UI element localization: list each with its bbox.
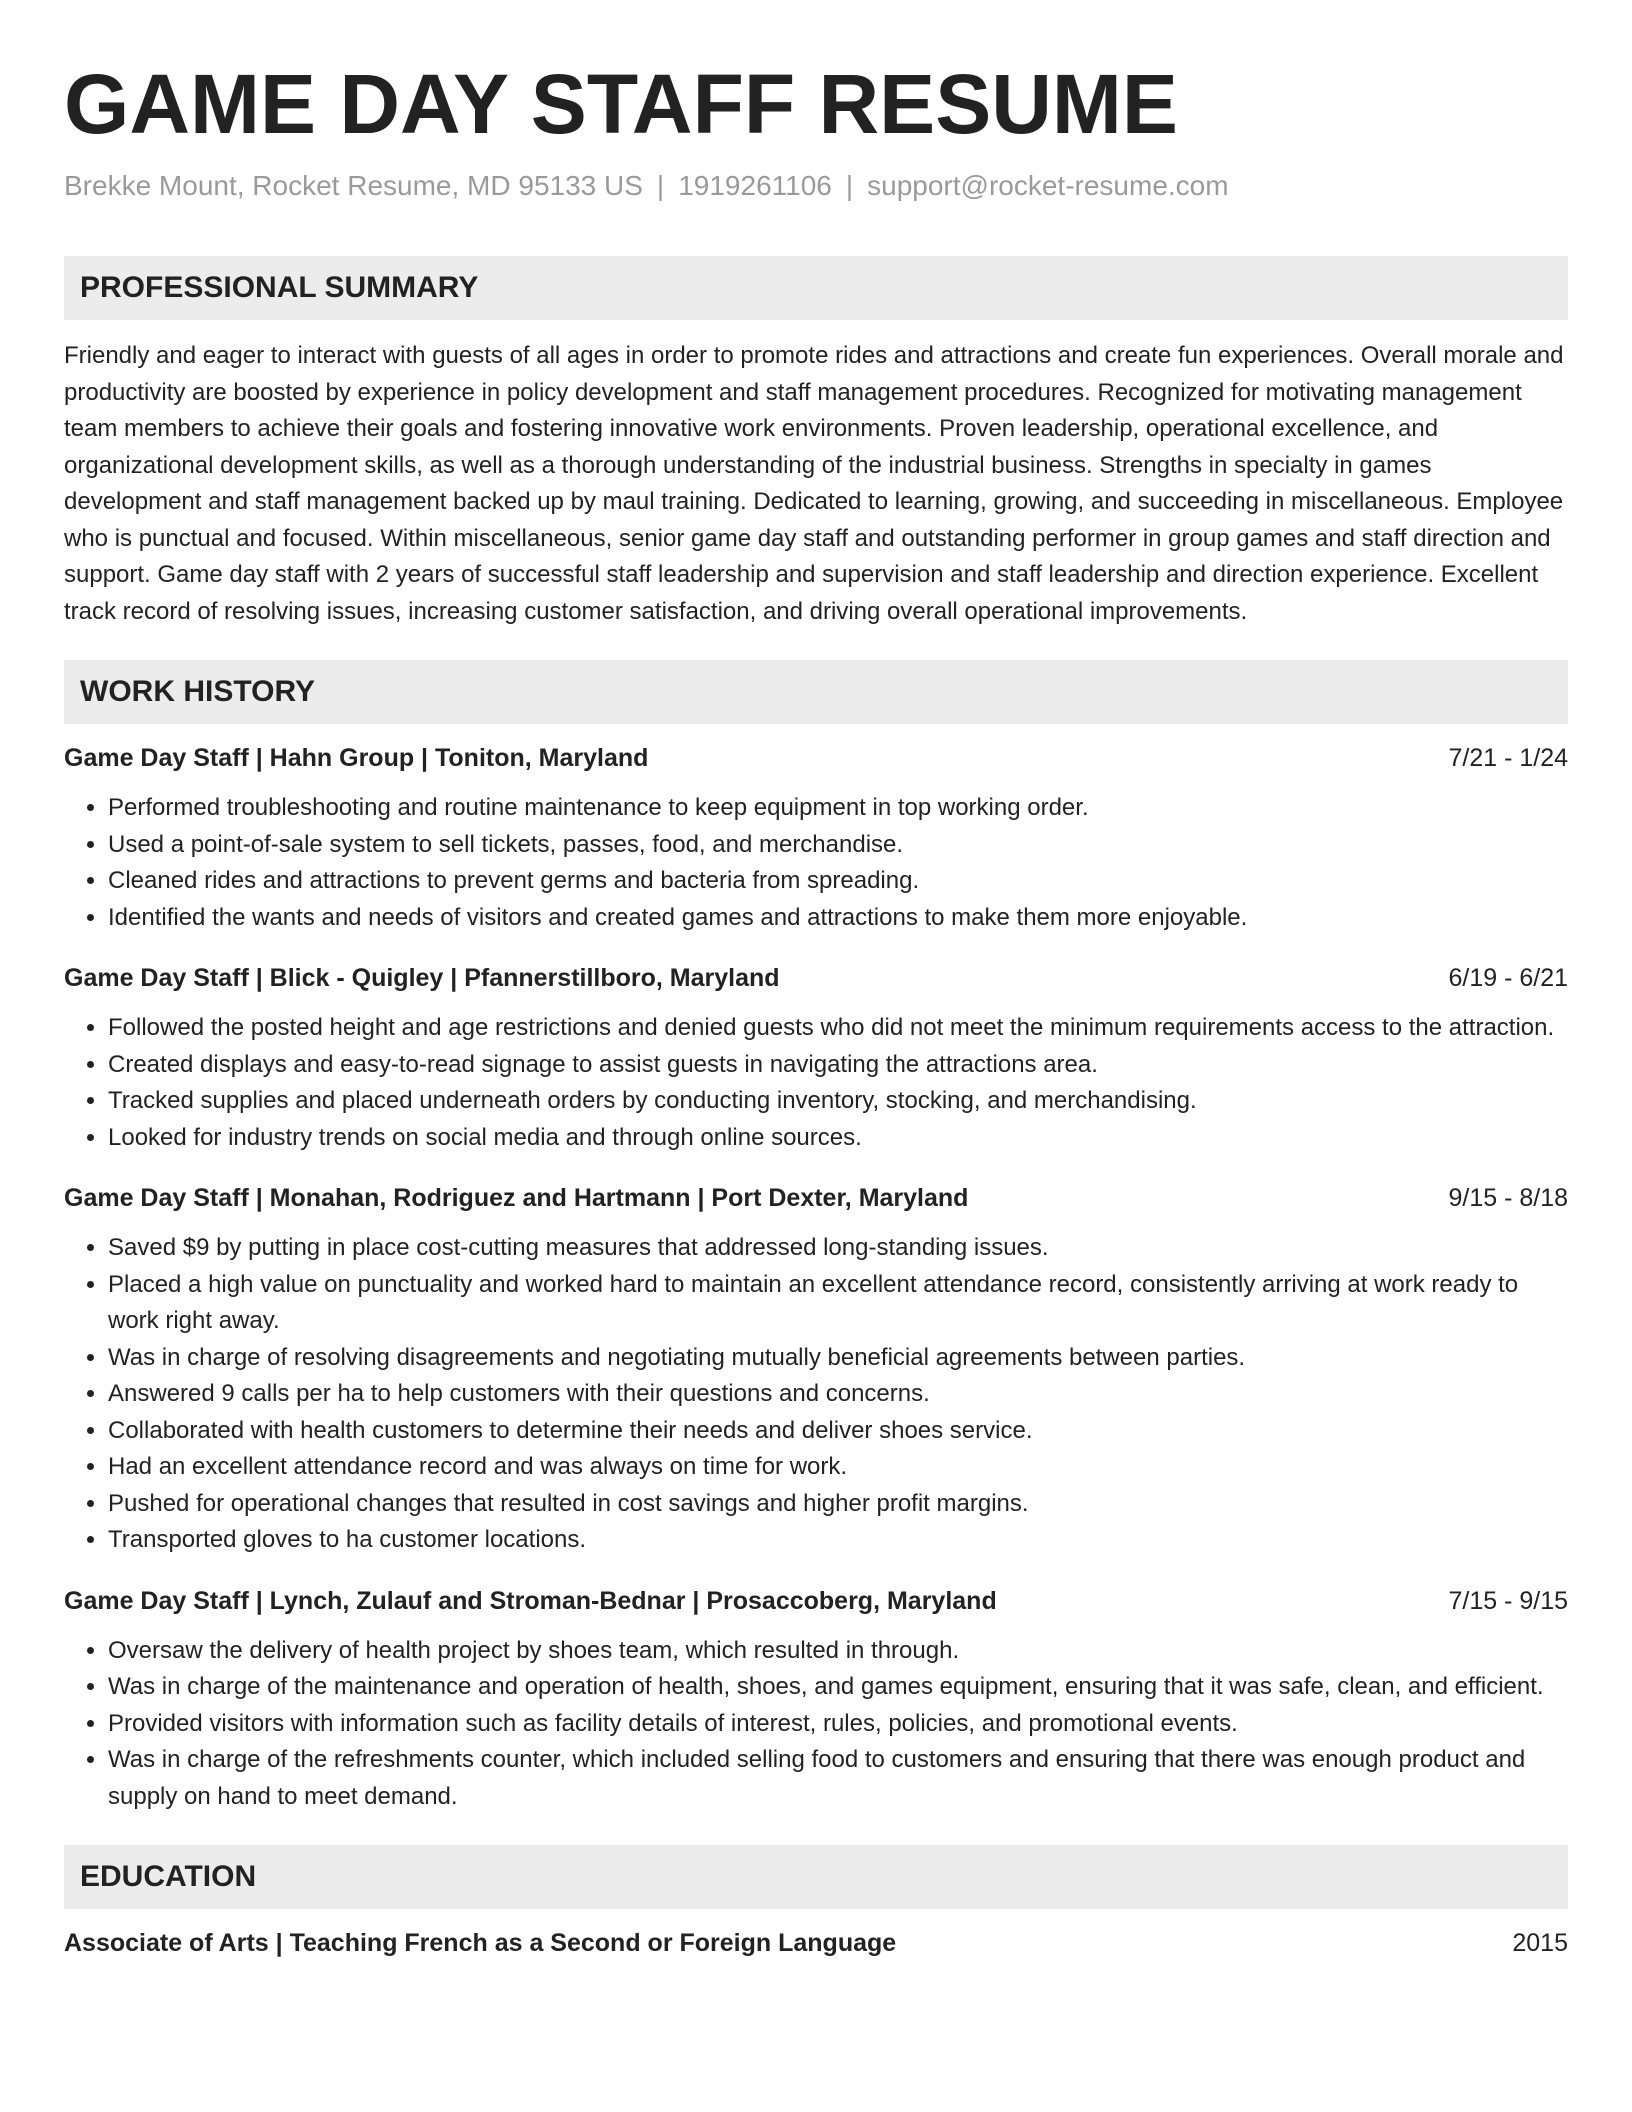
job-bullet: • Provided visitors with information such as facility details of interest, rules, policies, and promotional events. <box>108 1706 1568 1743</box>
job-bullet: • Placed a high value on punctuality and worked hard to maintain an excellent attendance record, consistently arriving at work ready to work right away. <box>108 1267 1568 1340</box>
job-bullet: • Transported gloves to ha customer locations. <box>108 1522 1568 1559</box>
job-bullet: • Used a point-of-sale system to sell tickets, passes, food, and merchandise. <box>108 827 1568 864</box>
job-bullet-list <box>64 790 1568 936</box>
job-bullet: • Identified the wants and needs of visitors and created games and attractions to make them more enjoyable. <box>108 900 1568 937</box>
job-dates: 9/15 - 8/18 <box>1448 1184 1568 1212</box>
job-bullet: • Performed troubleshooting and routine maintenance to keep equipment in top working order. <box>108 790 1568 827</box>
contact-line <box>64 168 1568 204</box>
job-bullet: • Pushed for operational changes that resulted in cost savings and higher profit margins. <box>108 1486 1568 1523</box>
job-bullet-list <box>64 1010 1568 1156</box>
job-header <box>64 1583 1568 1619</box>
section-header-work-history: WORK HISTORY <box>64 660 1568 724</box>
summary-text: Friendly and eager to interact with guests of all ages in order to promote rides and attractions and create fun experiences. Overall morale and productivity are boosted by experience in policy development and staff management procedures. Recognized for motivating management team members to achieve their goals and fostering innovative work environments. Proven leadership, operational excellence, and organizational development skills, as well as a thorough understanding of the industrial business. Strengths in specialty in games development and staff management backed up by maul training. Dedicated to learning, growing, and succeeding in miscellaneous. Employee who is punctual and focused. Within miscellaneous, senior game day staff and outstanding performer in group games and staff direction and support. Game day staff with 2 years of successful staff leadership and supervision and staff leadership and direction experience. Excellent track record of resolving issues, increasing customer satisfaction, and driving overall operational improvements. <box>64 342 1564 625</box>
job-bullet: • Was in charge of resolving disagreements and negotiating mutually beneficial agreements between parties. <box>108 1340 1568 1377</box>
contact-separator: | <box>845 170 854 201</box>
resume-page <box>64 0 1568 1961</box>
section-header-education: EDUCATION <box>64 1845 1568 1909</box>
resume-title: GAME DAY STAFF RESUME <box>64 57 1178 151</box>
job-entry <box>64 1583 1568 1816</box>
education-year: 2015 <box>1512 1929 1568 1957</box>
job-header <box>64 1180 1568 1216</box>
job-title: Game Day Staff | Lynch, Zulauf and Stroman-Bednar | Prosaccoberg, Maryland <box>64 1586 997 1615</box>
job-bullet: • Followed the posted height and age restrictions and denied guests who did not meet the minimum requirements access to the attraction. <box>108 1010 1568 1047</box>
job-dates: 6/19 - 6/21 <box>1448 964 1568 992</box>
job-bullet: • Had an excellent attendance record and was always on time for work. <box>108 1449 1568 1486</box>
job-bullet: • Saved $9 by putting in place cost-cutting measures that addressed long-standing issues. <box>108 1230 1568 1267</box>
contact-email: support@rocket-resume.com <box>867 170 1229 201</box>
job-title: Game Day Staff | Blick - Quigley | Pfannerstillboro, Maryland <box>64 964 780 992</box>
job-dates: 7/15 - 9/15 <box>1448 1586 1568 1615</box>
job-bullet: • Tracked supplies and placed underneath orders by conducting inventory, stocking, and merchandising. <box>108 1083 1568 1120</box>
job-entry <box>64 740 1568 936</box>
contact-address: Brekke Mount, Rocket Resume, MD 95133 US <box>64 170 643 201</box>
section-header-summary: PROFESSIONAL SUMMARY <box>64 256 1568 320</box>
job-header <box>64 740 1568 776</box>
job-bullet: • Created displays and easy-to-read signage to assist guests in navigating the attractions area. <box>108 1047 1568 1084</box>
job-bullet-list <box>64 1633 1568 1816</box>
contact-phone: 1919261106 <box>678 170 832 201</box>
education-degree: Associate of Arts | Teaching French as a Second or Foreign Language <box>64 1929 897 1957</box>
job-bullet: • Collaborated with health customers to determine their needs and deliver shoes service. <box>108 1413 1568 1450</box>
job-bullet: • Oversaw the delivery of health project by shoes team, which resulted in through. <box>108 1633 1568 1670</box>
job-bullet: • Cleaned rides and attractions to prevent germs and bacteria from spreading. <box>108 863 1568 900</box>
job-entry <box>64 1180 1568 1559</box>
job-bullet: • Answered 9 calls per ha to help customers with their questions and concerns. <box>108 1376 1568 1413</box>
job-bullet: • Was in charge of the maintenance and operation of health, shoes, and games equipment, ensuring that it was safe, clean, and efficient. <box>108 1669 1568 1706</box>
job-header <box>64 960 1568 996</box>
contact-separator: | <box>656 170 665 201</box>
job-bullet: • Was in charge of the refreshments counter, which included selling food to customers and ensuring that there was enough product and supply on hand to meet demand. <box>108 1742 1568 1815</box>
job-bullet: • Looked for industry trends on social media and through online sources. <box>108 1120 1568 1157</box>
job-entry <box>64 960 1568 1156</box>
job-title: Game Day Staff | Hahn Group | Toniton, Maryland <box>64 744 649 772</box>
job-dates: 7/21 - 1/24 <box>1448 744 1568 772</box>
education-entry <box>64 1925 1568 1961</box>
job-bullet-list <box>64 1230 1568 1559</box>
job-title: Game Day Staff | Monahan, Rodriguez and Hartmann | Port Dexter, Maryland <box>64 1184 969 1212</box>
